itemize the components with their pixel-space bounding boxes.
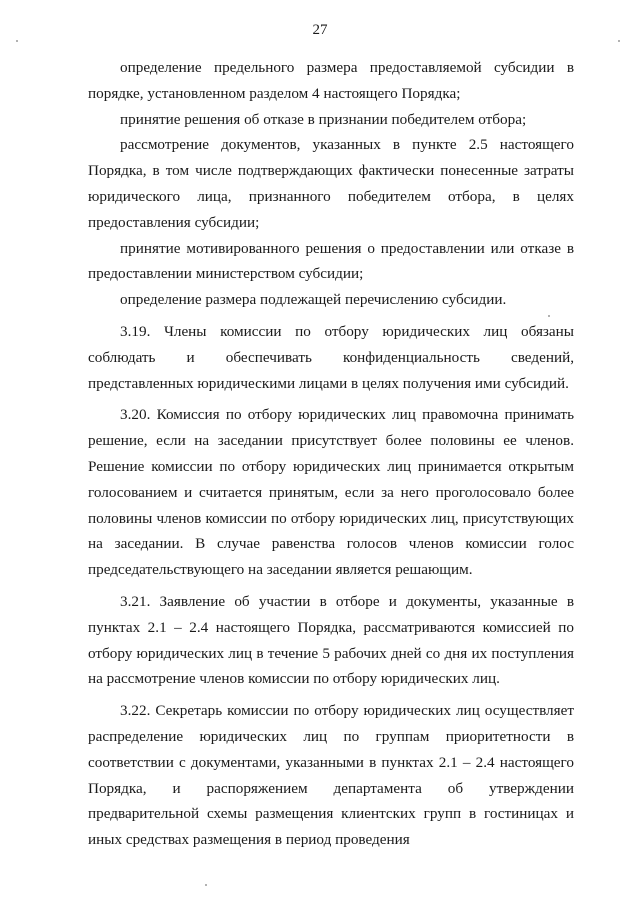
scan-speck xyxy=(618,40,620,42)
paragraph: рассмотрение документов, указанных в пункте 2.5 настоящего Порядка, в том числе подтверждающих фактически понесенные затраты юридического лица, признанного победителем отбора, в целях предоставления субсидии; xyxy=(88,136,574,231)
paragraph-3-21: 3.21. Заявление об участии в отборе и документы, указанные в пунктах 2.1 – 2.4 настоящего Порядка, рассматриваются комиссией по отбору юридических лиц в течение 5 рабочих дней со дня их поступления на рассмотрение членов комиссии по отбору юридических лиц. xyxy=(88,592,574,688)
paragraph-3-20: 3.20. Комиссия по отбору юридических лиц правомочна принимать решение, если на заседании присутствует более половины ее членов. Решение комиссии по отбору юридических лиц принимается открытым голосованием и считается принятым, если за него проголосовало более половины членов комиссии по отбору юридических лиц, присутствующих на заседании. В случае равенства голосов членов комиссии голос председательствующего на заседании является решающим. xyxy=(88,406,574,579)
paragraph: принятие мотивированного решения о предоставлении или отказе в предоставлении министерством субсидии; xyxy=(88,239,574,283)
paragraph: принятие решения об отказе в признании победителем отбора; xyxy=(120,110,527,128)
paragraph-3-19: 3.19. Члены комиссии по отбору юридических лиц обязаны соблюдать и обеспечивать конфиденциальность сведений, представленных юридическими лицами в целях получения ими субсидий. xyxy=(88,322,574,392)
paragraph-3-22: 3.22. Секретарь комиссии по отбору юридических лиц осуществляет распределение юридических лиц по группам приоритетности в соответствии с документами, указанными в пунктах 2.1 – 2.4 настоящего Порядка, и распоряжением департамента об утверждении предварительной схемы размещения клиентских групп в гостиницах и иных средствах размещения в период проведения xyxy=(88,702,574,849)
page-number: 27 xyxy=(312,22,328,38)
paragraph: определение предельного размера предоставляемой субсидии в порядке, установленном разделом 4 настоящего Порядка; xyxy=(88,59,574,102)
document-body xyxy=(88,55,574,853)
scan-speck xyxy=(205,884,207,886)
paragraph: определение размера подлежащей перечислению субсидии. xyxy=(120,291,507,309)
scan-speck xyxy=(16,40,18,42)
scan-speck xyxy=(548,315,550,317)
